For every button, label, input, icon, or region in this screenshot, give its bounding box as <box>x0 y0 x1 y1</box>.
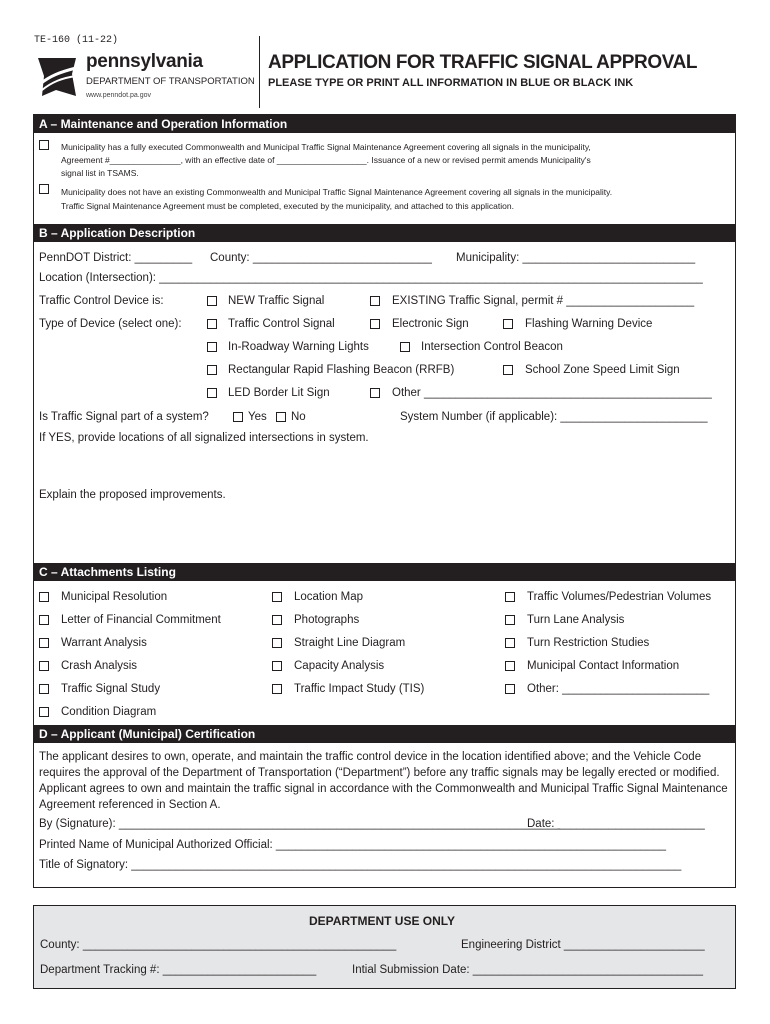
new-signal-checkbox[interactable] <box>207 296 217 306</box>
logo-wordmark: pennsylvania <box>86 51 203 72</box>
keystone-logo-icon <box>34 54 80 100</box>
system-number-field[interactable]: System Number (if applicable): _______________________ <box>400 411 708 423</box>
form-number: TE-160 (11-22) <box>34 35 119 46</box>
page-title: APPLICATION FOR TRAFFIC SIGNAL APPROVAL <box>268 52 698 73</box>
date-field[interactable]: Date: _______________________ <box>527 818 705 830</box>
photographs-label: Photographs <box>294 614 360 626</box>
system-yes-label: Yes <box>248 411 267 423</box>
location-map-checkbox[interactable] <box>272 592 282 602</box>
type-of-device-label: Type of Device (select one): <box>39 318 182 330</box>
logo-department: DEPARTMENT OF TRANSPORTATION <box>86 76 255 87</box>
financial-commitment-checkbox[interactable] <box>39 615 49 625</box>
traffic-impact-study-checkbox[interactable] <box>272 684 282 694</box>
school-zone-sign-label: School Zone Speed Limit Sign <box>525 364 680 376</box>
municipal-contact-info-label: Municipal Contact Information <box>527 660 680 672</box>
section-d-header: D – Applicant (Municipal) Certification <box>33 725 736 743</box>
system-no-label: No <box>291 411 306 423</box>
engineering-district-field[interactable]: Engineering District ______________________ <box>461 939 705 951</box>
capacity-analysis-checkbox[interactable] <box>272 661 282 671</box>
agreement-exists-text-1: Municipality has a fully executed Commonwealth and Municipal Traffic Signal Maintenance Agreement covering all signals in the municipality, <box>61 142 591 152</box>
penndot-logo <box>34 52 259 104</box>
straight-line-diagram-checkbox[interactable] <box>272 638 282 648</box>
in-roadway-warning-lights-checkbox[interactable] <box>207 342 217 352</box>
signatory-title-field[interactable]: Title of Signatory: ______________________________________________________________________________________ <box>39 859 682 871</box>
other-device-checkbox[interactable] <box>370 388 380 398</box>
signature-field[interactable]: By (Signature): _____________________________________________________________________ <box>39 818 561 830</box>
existing-signal-label: EXISTING Traffic Signal, permit # ____________________ <box>392 295 695 307</box>
location-map-label: Location Map <box>294 591 364 603</box>
department-tracking-field[interactable]: Department Tracking #: ________________________ <box>40 964 317 976</box>
other-device-field[interactable]: Other _____________________________________________ <box>392 387 712 399</box>
existing-signal-checkbox[interactable] <box>370 296 380 306</box>
capacity-analysis-label: Capacity Analysis <box>294 660 385 672</box>
rrfb-label: Rectangular Rapid Flashing Beacon (RRFB) <box>228 364 455 376</box>
traffic-control-device-label: Traffic Control Device is: <box>39 295 164 307</box>
turn-restriction-studies-checkbox[interactable] <box>505 638 515 648</box>
municipal-resolution-checkbox[interactable] <box>39 592 49 602</box>
other-attachment-checkbox[interactable] <box>505 684 515 694</box>
initial-submission-date-field[interactable]: Intial Submission Date: ____________________________________ <box>352 964 704 976</box>
certification-statement: The applicant desires to own, operate, and maintain the traffic control device in the location identified above; and the Vehicle Code requires the approval of the Department of Transportation (“Department”) before any traffic signals may be legally erected or modified. Applicant agrees to own and maintain the traffic signal in accordance with the Commonwealth and Municipal Traffic Signal Maintenance Agreement referenced in Section A. <box>39 751 728 811</box>
turn-lane-analysis-label: Turn Lane Analysis <box>527 614 625 626</box>
traffic-volumes-checkbox[interactable] <box>505 592 515 602</box>
led-border-lit-sign-checkbox[interactable] <box>207 388 217 398</box>
dept-county-field[interactable]: County: _________________________________________________ <box>40 939 397 951</box>
agreement-exists-text-2: Agreement #_______________, with an effective date of ___________________. Issuance of a new or revised permit amends Municipality's <box>61 155 591 165</box>
electronic-sign-label: Electronic Sign <box>392 318 469 330</box>
warrant-analysis-checkbox[interactable] <box>39 638 49 648</box>
system-yes-checkbox[interactable] <box>233 412 243 422</box>
turn-restriction-studies-label: Turn Restriction Studies <box>527 637 650 649</box>
traffic-signal-study-label: Traffic Signal Study <box>61 683 161 695</box>
system-question-label: Is Traffic Signal part of a system? <box>39 411 209 423</box>
no-agreement-text-1: Municipality does not have an existing Commonwealth and Municipal Traffic Signal Maintenance Agreement covering all signals in the municipality. <box>61 187 613 197</box>
condition-diagram-label: Condition Diagram <box>61 706 157 718</box>
agreement-exists-checkbox[interactable] <box>39 140 49 150</box>
electronic-sign-checkbox[interactable] <box>370 319 380 329</box>
crash-analysis-checkbox[interactable] <box>39 661 49 671</box>
printed-name-field[interactable]: Printed Name of Municipal Authorized Official: _____________________________________________________________ <box>39 839 667 851</box>
logo-url: www.penndot.pa.gov <box>86 92 151 99</box>
financial-commitment-label: Letter of Financial Commitment <box>61 614 221 626</box>
rrfb-checkbox[interactable] <box>207 365 217 375</box>
traffic-control-signal-label: Traffic Control Signal <box>228 318 335 330</box>
municipality-field[interactable]: Municipality: ___________________________ <box>456 252 696 264</box>
penndot-district-field[interactable]: PennDOT District: _________ <box>39 252 193 264</box>
condition-diagram-checkbox[interactable] <box>39 707 49 717</box>
section-c-header: C – Attachments Listing <box>33 563 736 581</box>
traffic-control-signal-checkbox[interactable] <box>207 319 217 329</box>
other-attachment-field[interactable]: Other: _______________________ <box>527 683 710 695</box>
flashing-warning-device-label: Flashing Warning Device <box>525 318 653 330</box>
school-zone-sign-checkbox[interactable] <box>503 365 513 375</box>
municipal-resolution-label: Municipal Resolution <box>61 591 168 603</box>
page-subtitle: PLEASE TYPE OR PRINT ALL INFORMATION IN BLUE OR BLACK INK <box>268 77 634 89</box>
county-field[interactable]: County: ____________________________ <box>210 252 432 264</box>
straight-line-diagram-label: Straight Line Diagram <box>294 637 406 649</box>
traffic-impact-study-label: Traffic Impact Study (TIS) <box>294 683 425 695</box>
flashing-warning-device-checkbox[interactable] <box>503 319 513 329</box>
new-signal-label: NEW Traffic Signal <box>228 295 325 307</box>
traffic-volumes-label: Traffic Volumes/Pedestrian Volumes <box>527 591 712 603</box>
intersection-control-beacon-checkbox[interactable] <box>400 342 410 352</box>
photographs-checkbox[interactable] <box>272 615 282 625</box>
signalized-locations-prompt: If YES, provide locations of all signalized intersections in system. <box>39 432 369 444</box>
department-use-title: DEPARTMENT USE ONLY <box>309 914 456 928</box>
section-a-header: A – Maintenance and Operation Information <box>33 115 736 133</box>
header-divider <box>259 36 260 108</box>
crash-analysis-label: Crash Analysis <box>61 660 138 672</box>
no-agreement-checkbox[interactable] <box>39 184 49 194</box>
warrant-analysis-label: Warrant Analysis <box>61 637 147 649</box>
no-agreement-text-2: Traffic Signal Maintenance Agreement must be completed, executed by the municipality, and attached to this application. <box>61 201 514 211</box>
proposed-improvements-prompt: Explain the proposed improvements. <box>39 489 226 501</box>
location-field[interactable]: Location (Intersection): _____________________________________________________________________________________ <box>39 272 703 284</box>
section-b-header: B – Application Description <box>33 224 736 242</box>
in-roadway-warning-lights-label: In-Roadway Warning Lights <box>228 341 369 353</box>
led-border-lit-sign-label: LED Border Lit Sign <box>228 387 330 399</box>
municipal-contact-info-checkbox[interactable] <box>505 661 515 671</box>
intersection-control-beacon-label: Intersection Control Beacon <box>421 341 563 353</box>
turn-lane-analysis-checkbox[interactable] <box>505 615 515 625</box>
traffic-signal-study-checkbox[interactable] <box>39 684 49 694</box>
agreement-exists-text-3: signal list in TSAMS. <box>61 168 139 178</box>
department-use-box <box>33 905 736 989</box>
system-no-checkbox[interactable] <box>276 412 286 422</box>
